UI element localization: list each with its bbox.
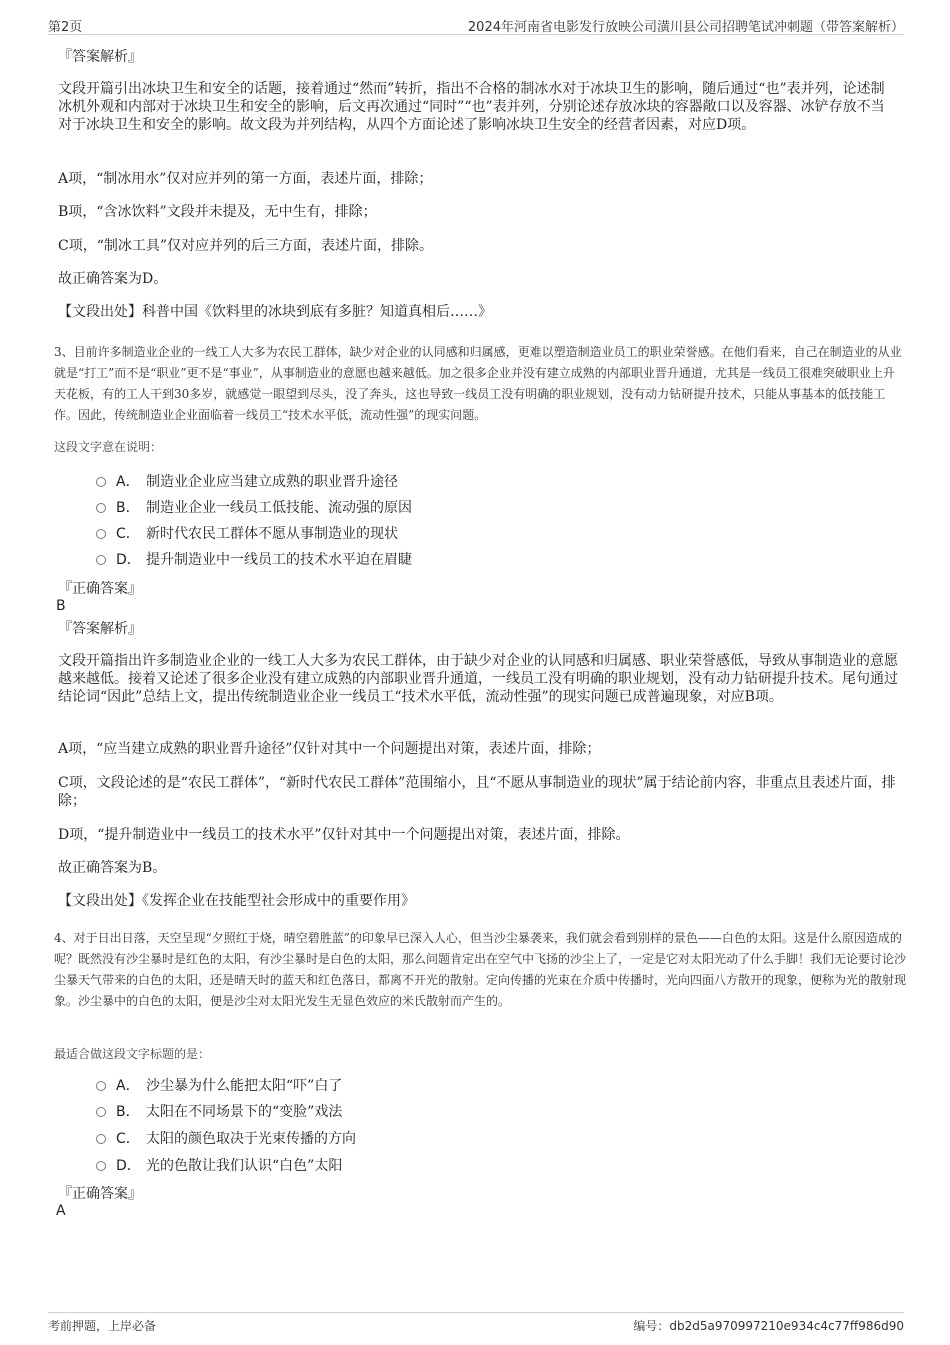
q4-stem: 4、对于日出日落，天空呈现“夕照红于烧，晴空碧胜蓝”的印象早已深入人心，但当沙尘暴袭来，我们就会看到别样的景色——白色的太阳。这是什么原因造成的呢？既然没有沙尘暴时是红色的太阳，有沙尘暴时是白色的太阳，那么问题肯定出在空气中飞扬的沙尘上了，一定是它对太阳光动了什么手脚！我们无论要讨论沙尘暴天气带来的白色的太阳，还是晴天时的蓝天和红色落日，都离不开光的散射。定向传播的光束在介质中传播时，光向四面八方散开的现象，便称为光的散射现象。沙尘暴中的白色的太阳，便是沙尘对太阳光发生无显色效应的米氏散射而产生的。 <box>54 931 907 1008</box>
radio-icon[interactable] <box>96 1107 106 1117</box>
q2-note-a: A项，“制冰用水”仅对应并列的第一方面，表述片面，排除； <box>58 171 433 187</box>
q4-option-c[interactable]: C． 太阳的颜色取决于光束传播的方向 <box>96 1130 356 1148</box>
q3-analysis-text: 文段开篇指出许多制造业企业的一线工人大多为农民工群体，由于缺少对企业的认同感和归属感、职业荣誉感低，导致从事制造业的意愿越来越低。接着又论述了很多企业没有建立成熟的内部职业晋升通道，一线员工没有明确的职业规划，没有动力钻研提升技术。尾句通过结论词“因此”总结上文，提出传统制造业企业一线员工“技术水平低，流动性强”的现实问题已成普遍现象，对应B项。 <box>58 653 898 705</box>
q3-answer-title: 『正确答案』 <box>58 581 142 597</box>
q3-source: 【文段出处】《发挥企业在技能型社会形成中的重要作用》 <box>58 893 415 909</box>
q3-note-c: C项，文段论述的是“农民工群体”，“新时代农民工群体”范围缩小，且“不愿从事制造业的现状”属于结论前内容，非重点且表述片面，排除； <box>58 775 896 809</box>
page-number: 第2页 <box>48 20 83 35</box>
q3-option-a[interactable]: A． 制造业企业应当建立成熟的职业晋升途径 <box>96 473 398 491</box>
q2-analysis-title: 『答案解析』 <box>58 49 142 65</box>
q4-answer-title: 『正确答案』 <box>58 1186 142 1202</box>
radio-icon[interactable] <box>96 1134 106 1144</box>
radio-icon[interactable] <box>96 555 106 565</box>
q2-note-c: C项，“制冰工具”仅对应并列的后三方面，表述片面，排除。 <box>58 238 434 254</box>
q3-option-c[interactable]: C． 新时代农民工群体不愿从事制造业的现状 <box>96 525 398 543</box>
radio-icon[interactable] <box>96 477 106 487</box>
footer-code <box>633 1317 904 1334</box>
q3-stem: 3、目前许多制造业企业的一线工人大多为农民工群体，缺少对企业的认同感和归属感，更难以塑造制造业员工的职业荣誉感。在他们看来，自己在制造业的从业就是“打工”而不是“职业”更不是“事业”，从事制造业的意愿也越来越低。加之很多企业并没有建立成熟的内部职业晋升通道，尤其是一线员工很难突破职业上升天花板，有的工人干到30多岁，就感觉一眼望到尽头，没了奔头，这也导致一线员工没有明确的职业规划，没有动力钻研提升技术，只能从事基本的低技能工作。因此，传统制造业企业面临着一线员工“技术水平低，流动性强”的现实问题。 <box>54 345 902 422</box>
footer-code-value: db2d5a970997210e934c4c77ff986d90 <box>669 1319 904 1333</box>
q3-analysis-title: 『答案解析』 <box>58 621 142 637</box>
q2-source: 【文段出处】科普中国《饮料里的冰块到底有多脏？知道真相后……》 <box>58 304 492 320</box>
q2-conclusion: 故正确答案为D。 <box>58 271 168 287</box>
q2-note-b: B项，“含冰饮料”文段并未提及，无中生有，排除； <box>58 204 377 220</box>
q4-prompt: 最适合做这段文字标题的是： <box>54 1047 211 1061</box>
radio-icon[interactable] <box>96 529 106 539</box>
q4-option-d[interactable]: D． 光的色散让我们认识“白色”太阳 <box>96 1157 342 1175</box>
document-title: 2024年河南省电影发行放映公司潢川县公司招聘笔试冲刺题（带答案解析） <box>467 20 904 35</box>
radio-icon[interactable] <box>96 503 106 513</box>
q3-answer: B <box>56 598 66 614</box>
q4-answer: A <box>56 1203 66 1219</box>
q3-note-a: A项，“应当建立成熟的职业晋升途径”仅针对其中一个问题提出对策，表述片面，排除； <box>58 741 601 757</box>
q4-option-a[interactable]: A． 沙尘暴为什么能把太阳“吓”白了 <box>96 1077 342 1095</box>
q2-analysis-text: 文段开篇引出冰块卫生和安全的话题，接着通过“然而”转折，指出不合格的制冰水对于冰块卫生的影响，随后通过“也”表并列，论述制冰机外观和内部对于冰块卫生和安全的影响，后文再次通过“同时”“也”表并列，分别论述存放冰块的容器敞口以及容器、冰铲存放不当对于冰块卫生和安全的影响。故文段为并列结构，从四个方面论述了影响冰块卫生安全的经营者因素，对应D项。 <box>58 81 885 133</box>
footer-code-label: 编号： <box>633 1319 670 1333</box>
q3-option-d[interactable]: D． 提升制造业中一线员工的技术水平迫在眉睫 <box>96 551 412 569</box>
radio-icon[interactable] <box>96 1161 106 1171</box>
radio-icon[interactable] <box>96 1081 106 1091</box>
page-footer <box>48 1312 904 1333</box>
q3-option-b[interactable]: B． 制造业企业一线员工低技能、流动强的原因 <box>96 499 412 517</box>
q4-option-b[interactable]: B． 太阳在不同场景下的“变脸”戏法 <box>96 1103 342 1121</box>
page-header <box>48 14 904 35</box>
q3-prompt: 这段文字意在说明： <box>54 440 163 454</box>
q3-conclusion: 故正确答案为B。 <box>58 860 167 876</box>
q3-note-d: D项，“提升制造业中一线员工的技术水平”仅针对其中一个问题提出对策，表述片面，排除。 <box>58 827 630 843</box>
footer-slogan: 考前押题，上岸必备 <box>48 1319 157 1333</box>
